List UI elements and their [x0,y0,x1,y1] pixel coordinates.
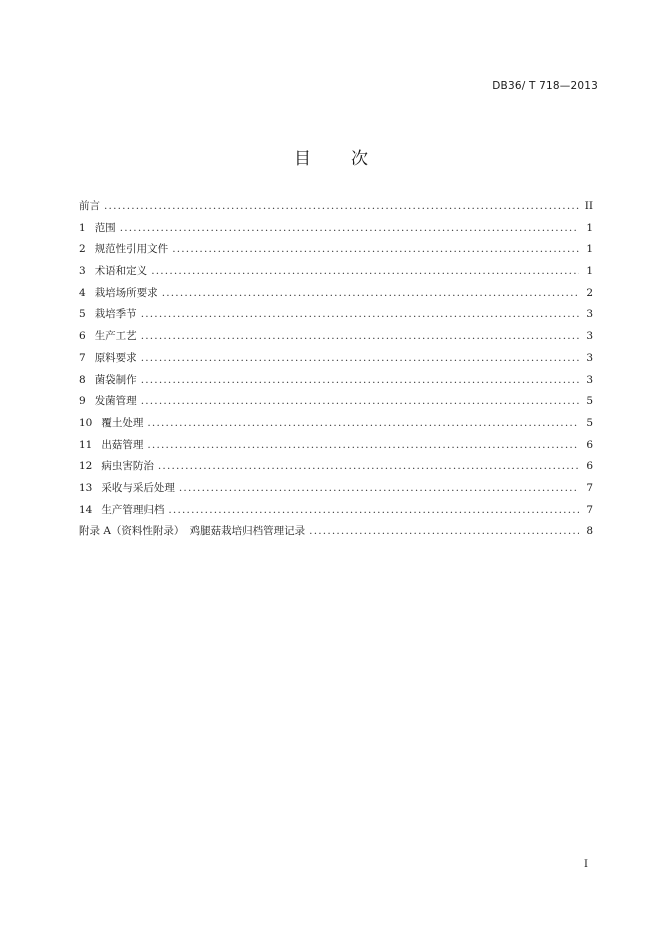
toc-entry-page: 7 [586,503,593,516]
toc-entry-number: 14 [79,503,93,516]
toc-leader-dots [158,460,579,472]
toc-leader-dots [162,287,579,299]
toc-leader-dots [141,330,579,342]
toc-entry[interactable] [79,306,593,328]
toc-entry-page: 2 [586,286,593,299]
page-number: I [584,859,588,870]
toc-title-part1: 目 [294,149,311,169]
toc-entry-page: 5 [586,395,593,408]
toc-entry-number: 4 [79,286,86,299]
toc-leader-dots [179,482,579,494]
toc-entry-number: 9 [79,395,86,408]
toc-entry-page: 8 [586,525,593,538]
toc-entry-page: II [584,200,593,212]
toc-entry-label: 栽培场所要求 [94,286,158,299]
toc-entry-label: 病虫害防治 [101,460,154,473]
toc-entry-number: 6 [79,330,86,343]
toc-entry-label: 附录 A（资料性附录） 鸡腿菇栽培归档管理记录 [79,525,306,538]
toc-leader-dots [309,525,579,537]
toc-entry[interactable] [79,415,593,437]
toc-leader-dots [172,243,579,255]
toc-entry-number: 13 [79,481,93,494]
toc-entry-page: 3 [586,330,593,343]
toc-entry-label: 栽培季节 [94,308,137,321]
document-code: DB36/ T 718—2013 [492,80,598,92]
toc-entry-label: 发菌管理 [94,395,137,408]
toc-leader-dots [168,504,579,516]
toc-entry-page: 6 [586,438,593,451]
toc-entry-label: 出菇管理 [101,438,144,451]
toc-entry[interactable] [79,458,593,480]
toc-entry-page: 5 [586,416,593,429]
toc-entry-label: 原料要求 [94,351,137,364]
toc-entry-number: 8 [79,373,86,386]
toc-entry-number: 7 [79,351,86,364]
toc-entry[interactable] [79,372,593,394]
toc-entry[interactable] [79,523,593,545]
toc-entry[interactable] [79,393,593,415]
toc-leader-dots [141,374,579,386]
toc-entry-number: 12 [79,460,93,473]
toc-entry-label: 规范性引用文件 [94,243,169,256]
toc-entry-label: 前言 [79,200,100,212]
toc-entry-page: 1 [586,265,593,278]
toc-entry-label: 范围 [94,221,116,234]
toc-entry[interactable] [79,263,593,285]
toc-entry[interactable] [79,285,593,307]
toc-entry-label: 生产工艺 [94,330,137,343]
table-of-contents [79,198,593,545]
toc-entry[interactable] [79,437,593,459]
toc-entry-number: 1 [79,221,86,234]
toc-entry-number: 5 [79,308,86,321]
toc-title [0,144,662,169]
toc-entry[interactable] [79,502,593,524]
toc-leader-dots [120,222,579,234]
toc-leader-dots [151,265,579,277]
toc-leader-dots [141,352,579,364]
toc-leader-dots [104,200,579,212]
toc-entry[interactable] [79,241,593,263]
toc-entry-label: 菌袋制作 [94,373,137,386]
toc-entry[interactable] [79,328,593,350]
toc-entry-label: 生产管理归档 [101,503,165,516]
toc-entry-number: 2 [79,243,86,256]
toc-entry-page: 3 [586,308,593,321]
toc-entry-page: 3 [586,351,593,364]
toc-entry-page: 3 [586,373,593,386]
toc-leader-dots [147,417,579,429]
toc-entry[interactable] [79,198,593,220]
toc-entry-number: 10 [79,416,93,429]
toc-entry-page: 1 [586,243,593,256]
toc-title-part2: 次 [351,149,368,169]
toc-entry-page: 6 [586,460,593,473]
toc-entry-number: 11 [79,438,93,451]
toc-leader-dots [147,439,579,451]
toc-entry-label: 覆土处理 [101,416,144,429]
toc-entry[interactable] [79,220,593,242]
toc-entry-label: 采收与采后处理 [101,481,175,494]
toc-entry-page: 7 [586,481,593,494]
toc-leader-dots [141,308,579,320]
toc-entry-label: 术语和定义 [94,265,148,278]
toc-entry[interactable] [79,350,593,372]
toc-entry-number: 3 [79,265,86,278]
toc-entry-page: 1 [586,221,593,234]
toc-leader-dots [141,395,579,407]
toc-entry[interactable] [79,480,593,502]
